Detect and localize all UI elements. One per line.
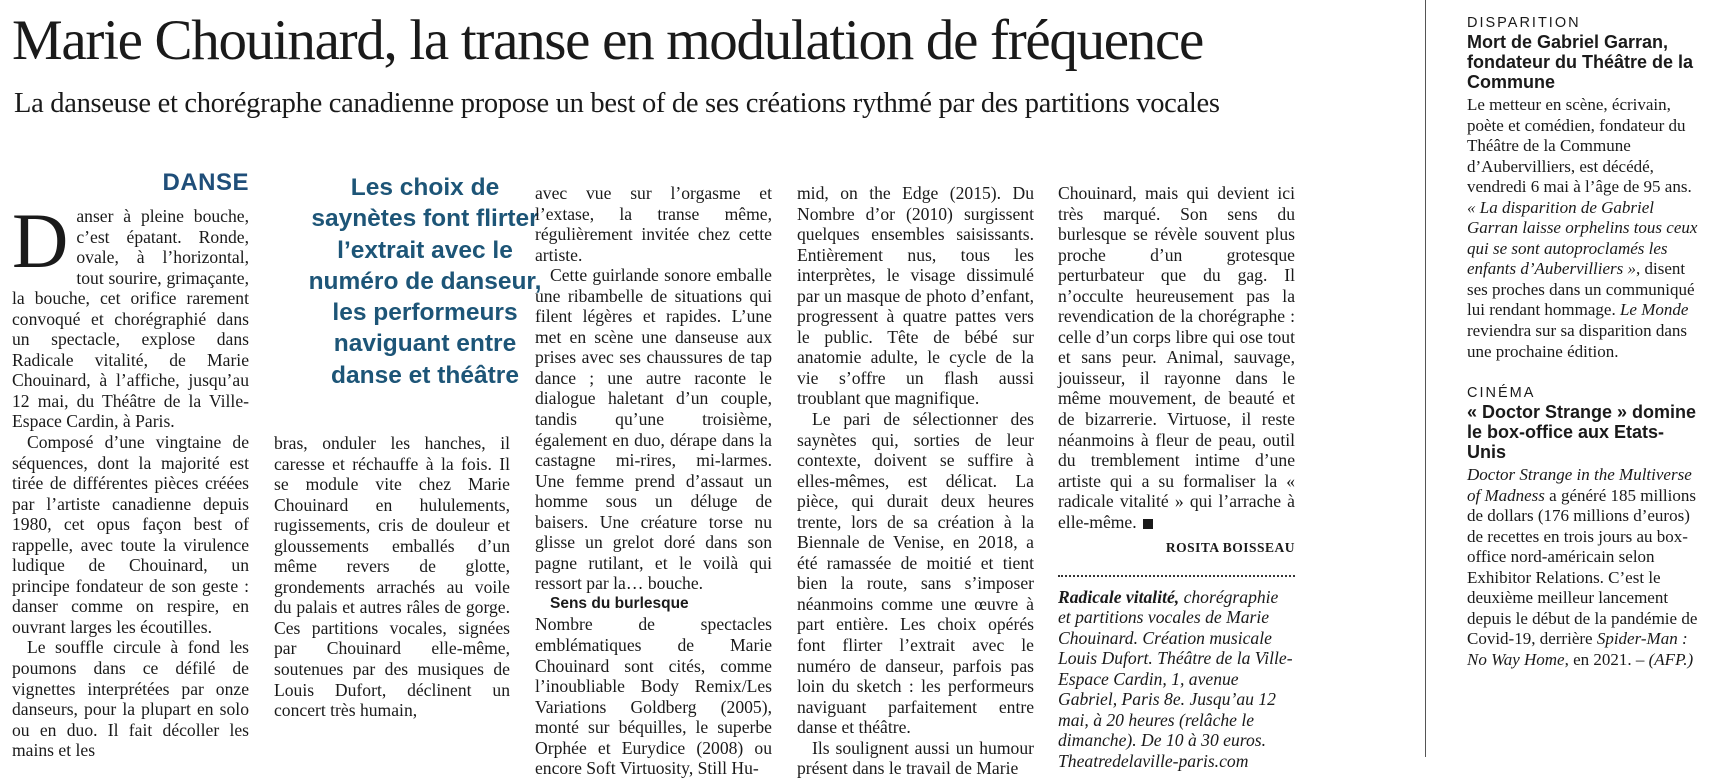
column-3 [535,183,772,779]
headline: Marie Chouinard, la transe en modulation de fréquence [12,9,1203,72]
column-2 [274,433,510,721]
article-paragraph: mid, on the Edge (2015). Du Nombre d’or (2010) surgissent quelques ensembles saisissants. Entièrement nus, tous les interprètes, le visage dissimulé par un masque de photo d’enfant, progressent à quatre pattes vers le public. Tête de bébé sur anatomie adulte, le cycle de la vie s’offre un flash aussi troublant que magnifique. [797,183,1034,409]
article-paragraph: avec vue sur l’orgasme et l’extase, la transe même, régulièrement invitée chez cette artiste. [535,183,772,265]
brief-item-cinema [1467,384,1703,670]
credits-title: Radicale vitalité, [1058,586,1180,607]
article-paragraph: Cette guirlande sonore emballe une ribambelle de situations qui filent légères et rapides. L’une met en scène une danseuse aux prises avec ses chaussures de tap dance ; une autre raconte le dialogue haletant d’un couple, tandis qu’une troisième, également en duo, dérape dans la castagne mi-rires, mi-larmes. Une femme prend d’assaut un homme sous un déluge de baisers. Une créature torse nu glisse un grelot doré dans son pagne rutilant, et le voilà qui ressort par la… bouche. [535,265,772,594]
news-sidebar [1467,14,1703,671]
column-1 [12,170,249,761]
brief-title: Mort de Gabriel Garran, fondateur du Théâtre de la Commune [1467,32,1694,92]
article-paragraph: Ils soulignent aussi un humour présent dans le travail de Marie [797,737,1034,779]
article-paragraph: Le souffle circule à fond les poumons dans ce défilé de vignettes interprétées par onze danseurs, pour la plupart en solo ou en duo. Il fait décoller les mains et les [12,637,249,761]
vertical-divider [1425,0,1426,757]
article-paragraph: Danser à pleine bouche, c’est épatant. Ronde, ovale, à l’horizontal, tout sourire, grimaçante, la bouche, cet orifice rarement convoqué et chorégraphié dans un spectacle, explose dans Radicale vitalité, de Marie Chouinard, à l’affiche, jusqu’au 12 mai, du Théâtre de la Ville-Espace Cardin, à Paris. [12,197,249,432]
brief-kicker: DISPARITION [1467,15,1581,31]
pull-quote: Les choix de saynètes font flirter l’extrait avec le numéro de danseur, les performeurs naviguant entre danse et théâtre [308,174,542,389]
brief-body: Le metteur en scène, écrivain, poète et comédien, fondateur du Théâtre de la Commune d’Aubervilliers, est décédé, vendredi 6 mai à l’âge de 95 ans. « La disparition de Gabriel Garran laisse orphelins tous ceux qui se sont autoproclamés les enfants d’Aubervilliers », disent ses proches dans un communiqué lui rendant hommage. Le Monde reviendra sur sa disparition dans une prochaine édition. [1467,95,1698,361]
article-paragraph: Nombre de spectacles emblématiques de Marie Chouinard sont cités, comme l’inoubliable Body Remix/Les Variations Goldberg (2005), monté sur béquilles, le superbe Orphée et Eurydice (2008) ou encore Soft Virtuosity, Still Hu- [535,614,772,779]
rubric-label: DANSE [162,169,249,196]
article-paragraph: bras, onduler les hanches, il caresse et réchauffe à la fois. Il se module vite chez Marie Chouinard en hululements, rugissements, cris de douleur et gloussements emballés d’un même revers de glotte, grondements arrachés au voile du palais et autres râles de gorge. Ces partitions vocales, signées par Chouinard elle-même, soutenues par des musiques de Louis Dufort, déclinent un concert très humain, [274,433,510,721]
brief-kicker: CINÉMA [1467,385,1536,402]
article-paragraph: Chouinard, mais qui devient ici très marqué. Son sens du burlesque se révèle souvent plus proche d’un grotesque perturbateur que du gag. Il n’occulte heureusement pas la revendication de la chorégraphe : celle d’un corps libre qui ose tout et sans peur. Animal, sauvage, jouisseur, il rayonne dans le même mouvement, de beauté et de bizarrerie. Virtuose, il reste néanmoins à fleur de peau, outil du tremblement intime d’une artiste qui a su formaliser la « radicale vitalité » qui l’arrache à elle-même. [1058,183,1295,532]
author-signature: ROSITA BOISSEAU [1165,540,1295,556]
brief-body: Doctor Strange in the Multiverse of Madness a généré 185 millions de dollars (176 millions d’euros) de recettes en trois jours au box-office nord-américain selon Exhibitor Relations. C’est le deuxième meilleur lancement depuis le début de la pandémie de Covid-19, derrière Spider-Man : No Way Home, en 2021. – (AFP.) [1467,465,1698,670]
article-paragraph: Le pari de sélectionner des saynètes qui, sorties de leur contexte, doivent se suffire à elles-mêmes, est délicat. La pièce, qui durait deux heures trente, lors de sa création à la Biennale de Venise, en 2018, a été ramassée de moitié et tient bien la route, sans s’imposer néanmoins comme une œuvre à part entière. Les choix opérés font flirter l’extrait avec le numéro de danseur, parfois pas loin du sketch : les performeurs naviguant parfaitement entre danse et théâtre. [797,409,1034,738]
column-4 [797,183,1034,779]
credits-body: chorégraphie et partitions vocales de Marie Chouinard. Création musicale Louis Dufort. Théâtre de la Ville-Espace Cardin, 1, avenue Gabriel, Paris 8e. Jusqu’au 12 mai, à 20 heures (relâche le dimanche). De 10 à 30 euros. Theatredelaville-paris.com [1058,586,1293,771]
brief-title: « Doctor Strange » domine le box-office aux Etats-Unis [1467,402,1697,463]
subheading: Sens du burlesque [550,594,689,612]
end-mark-icon [1143,519,1153,529]
drop-cap: D [12,197,69,284]
show-credits [1058,587,1295,772]
article-paragraph: Composé d’une vingtaine de séquences, dont la majorité est tirée de différentes pièces créées par l’artiste canadienne depuis 1980, cet opus façon best of rappelle, avec toute la virulence ludique de Chouinard, un principe fondateur de son geste : danser comme on respire, en ouvrant larges les écoutilles. [12,432,249,637]
subheadline: La danseuse et chorégraphe canadienne propose un best of de ses créations rythmé par des partitions vocales [14,88,1220,119]
dotted-divider [1058,575,1295,577]
column-5 [1058,183,1295,771]
brief-item-disparition [1467,14,1703,362]
